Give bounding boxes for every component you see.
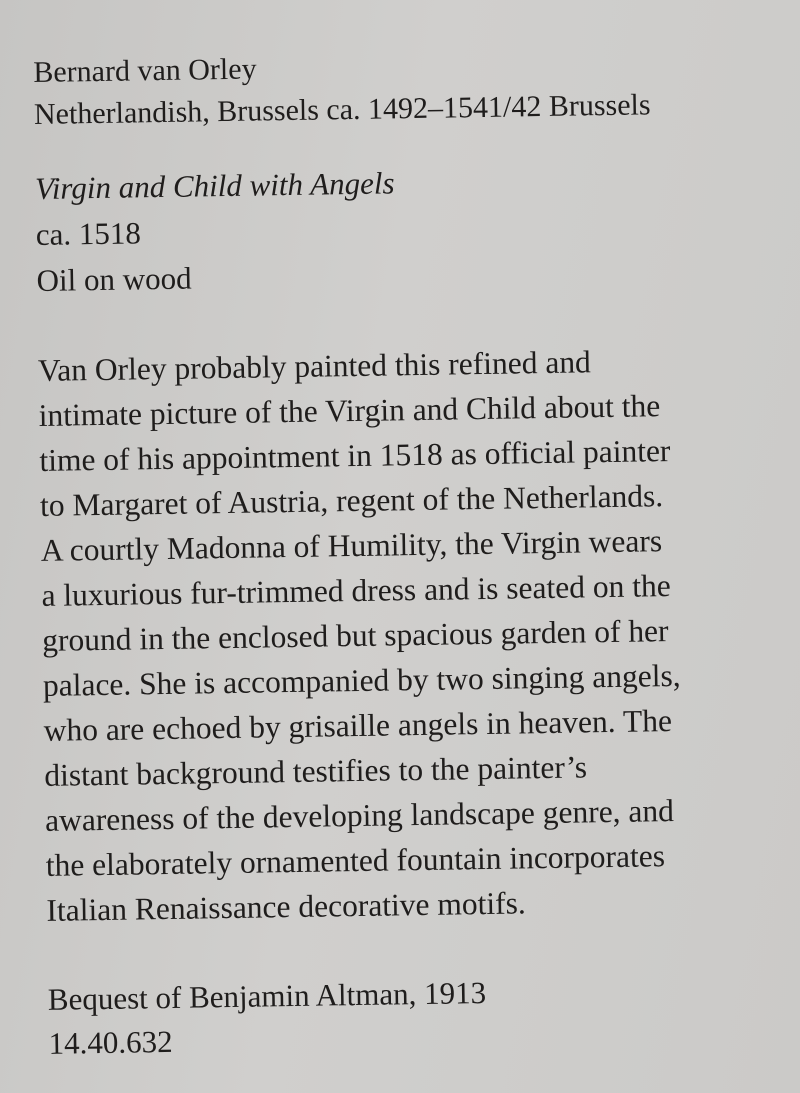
description-line: distant background testifies to the painter’s	[44, 749, 588, 793]
artwork-block	[35, 154, 777, 304]
description-paragraph	[38, 336, 787, 933]
credit-block	[48, 966, 789, 1066]
description-line: a luxurious fur-trimmed dress and is seated on the	[41, 568, 671, 613]
credit-line: Bequest of Benjamin Altman, 1913	[47, 975, 487, 1017]
artist-nationality-dates: Netherlandish, Brussels ca. 1492–1541/42 Brussels	[33, 88, 651, 131]
description-line: to Margaret of Austria, regent of the Netherlands.	[39, 478, 664, 523]
description-line: time of his appointment in 1518 as official painter	[39, 433, 671, 478]
description-line: palace. She is accompanied by two singing angels,	[42, 657, 681, 703]
artwork-title: Virgin and Child with Angels	[34, 165, 395, 206]
description-line: awareness of the developing landscape genre, and	[44, 793, 675, 838]
description-line: Italian Renaissance decorative motifs.	[46, 885, 527, 928]
description-line: Van Orley probably painted this refined and	[37, 344, 592, 388]
artwork-medium: Oil on wood	[36, 260, 192, 298]
accession-number: 14.40.632	[48, 1023, 173, 1061]
description-line: intimate picture of the Virgin and Child about the	[38, 388, 661, 433]
description-line: A courtly Madonna of Humility, the Virgin wears	[40, 523, 663, 568]
label-content	[33, 40, 789, 1065]
description-line: who are echoed by grisaille angels in heaven. The	[43, 703, 673, 748]
artwork-date: ca. 1518	[35, 215, 142, 252]
description-line: ground in the enclosed but spacious garden of her	[41, 613, 669, 658]
artist-name: Bernard van Orley	[33, 52, 257, 89]
description-line: the elaborately ornamented fountain incorporates	[45, 838, 666, 883]
artist-block	[33, 40, 774, 136]
